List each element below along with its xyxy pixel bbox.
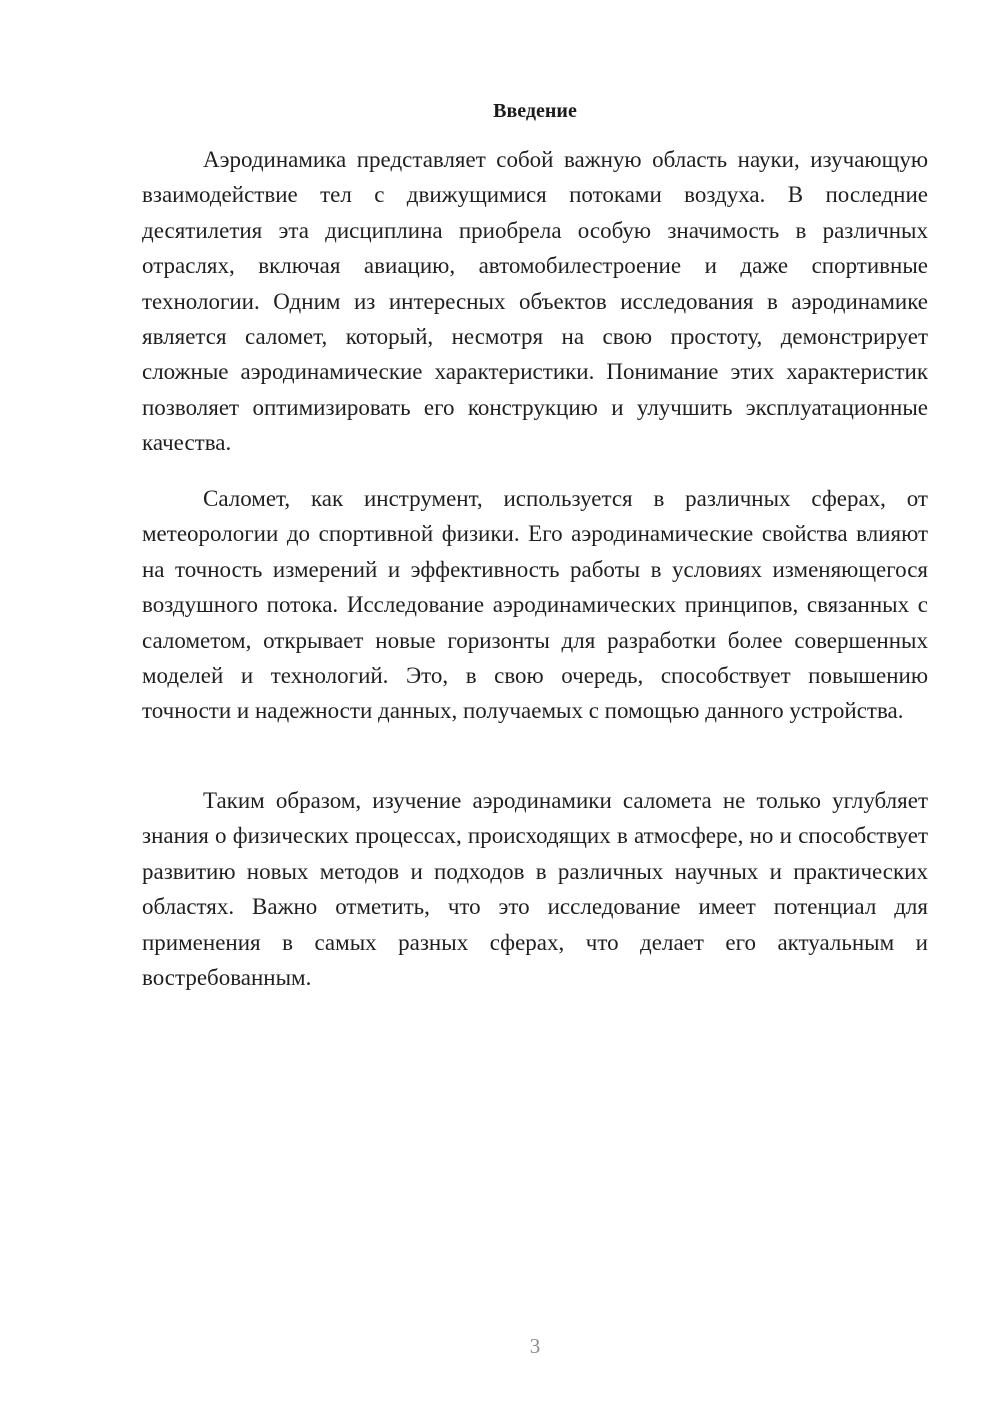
page-number: 3 [529,1334,541,1358]
section-heading: Введение [493,100,577,122]
paragraph-2: Саломет, как инструмент, используется в различных сферах, от метеорологии до спортивной физики. Его аэродинамические свойства влияют на точность измерений и эффективность работы в условиях изменяющегося воздушного потока. Исследование аэродинамических принципов, связанных с салометом, открывает новые горизонты для разработки более совершенных моделей и технологий. Это, в свою очередь, способствует повышению точности и надежности данных, получаемых с помощью данного устройства. [142,486,928,724]
paragraph-1: Аэродинамика представляет собой важную область науки, изучающую взаимодействие тел с движущимися потоками воздуха. В последние десятилетия эта дисциплина приобрела особую значимость в различных отраслях, включая авиацию, автомобилестроение и даже спортивные технологии. Одним из интересных объектов исследования в аэродинамике является саломет, который, несмотря на свою простоту, демонстрирует сложные аэродинамические характеристики. Понимание этих характеристик позволяет оптимизировать его конструкцию и улучшить эксплуатационные качества. [142,147,928,456]
paragraph-3: Таким образом, изучение аэродинамики саломета не только углубляет знания о физических процессах, происходящих в атмосфере, но и способствует развитию новых методов и подходов в различных научных и практических областях. Важно отметить, что это исследование имеет потенциал для применения в самых разных сферах, что делает его актуальным и востребованным. [142,788,928,991]
